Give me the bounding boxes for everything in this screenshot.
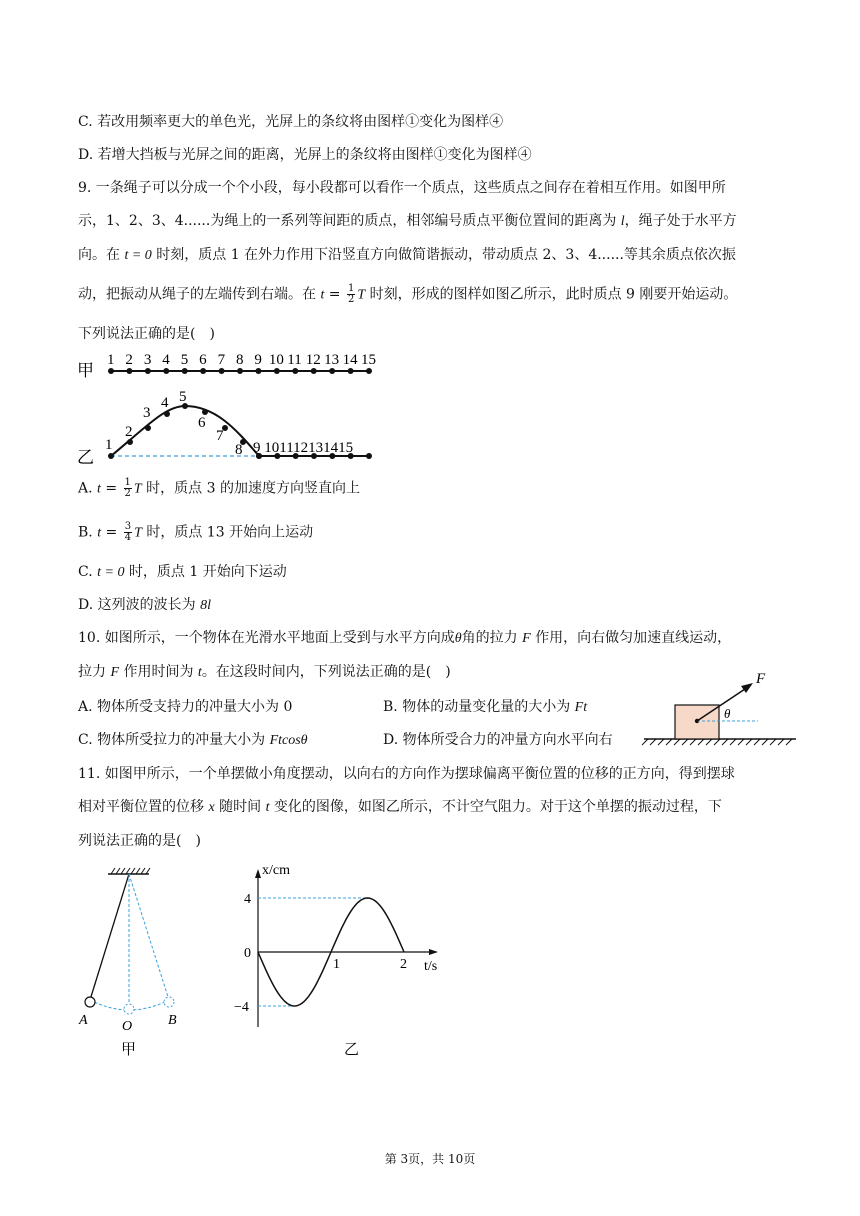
graph-group (234, 863, 438, 1027)
hatch-line (666, 739, 672, 745)
hatch-line (730, 739, 736, 745)
hatch-line (642, 739, 648, 745)
fig-label-jia: 甲 (77, 361, 94, 380)
q10-option-c: C. 物体所受拉力的冲量大小为 Ftcosθ (78, 732, 308, 748)
page-footer: 第 3页，共 10页 (384, 1152, 476, 1166)
bob-A (85, 997, 95, 1007)
hatch-line (131, 868, 135, 874)
hatch-line (746, 739, 752, 745)
rope-point-label: 13 (324, 352, 340, 368)
hatch-line (126, 868, 130, 874)
rope-point-label: 3 (143, 352, 152, 368)
rope-point-bottom (164, 411, 170, 417)
rope-point-label: 7 (217, 352, 226, 368)
angle-label: θ (724, 706, 731, 721)
hatch-line (786, 739, 792, 745)
q10-stem-line2: 拉力 F 作用时间为 t。在这段时间内，下列说法正确的是( ) (78, 664, 451, 680)
bottom-label-7: 7 (216, 428, 224, 444)
hatch-line (146, 868, 150, 874)
q10-option-a: A. 物体所受支持力的冲量大小为 0 (78, 699, 293, 715)
y-tick-label: 0 (244, 946, 251, 961)
fig-label-yi: 乙 (344, 1042, 360, 1058)
q9-stem-line2: 示，1、2、3、4......为绳上的一系列等间距的质点，相邻编号质点平衡位置间的距离为 l，绳子处于水平方 (78, 213, 737, 229)
fig-label-yi: 乙 (77, 448, 94, 467)
q9-option-c: C. t = 0 时，质点 1 开始向下运动 (78, 564, 287, 580)
hatch-line (690, 739, 696, 745)
label-O: O (122, 1019, 133, 1034)
q8-option-d: D. 若增大挡板与光屏之间的距离，光屏上的条纹将由图样①变化为图样④ (78, 147, 532, 163)
hatch-line (698, 739, 704, 745)
ground-hatching (642, 739, 792, 745)
hatch-line (121, 868, 125, 874)
rope-point-label: 12 (305, 352, 321, 368)
bob-O (124, 1004, 134, 1014)
hatch-line (136, 868, 140, 874)
rope-figure (75, 348, 385, 468)
rope-point-label: 15 (361, 352, 376, 368)
hatch-line (714, 739, 720, 745)
hatch-line (754, 739, 760, 745)
hatch-line (674, 739, 680, 745)
y-tick-label: 4 (244, 892, 251, 907)
q11-stem-line2: 相对平衡位置的位移 x 随时间 t 变化的图像，如图乙所示，不计空气阻力。对于这个单摆的振动过程，下 (78, 799, 722, 815)
x-axis-arrow (429, 949, 438, 955)
q9-option-a: A. t = $\frac{1}{2}$ T 时，质点 3 的加速度方向竖直向上 (78, 477, 360, 499)
label-A: A (79, 1013, 88, 1028)
rope-point-label: 5 (180, 352, 189, 368)
bob-B (164, 997, 174, 1007)
bottom-label-4: 4 (161, 395, 169, 411)
y-axis-arrow (255, 869, 261, 878)
hatch-line (770, 739, 776, 745)
hatch-line (682, 739, 688, 745)
y-tick-label: −4 (234, 1000, 249, 1015)
fraction: $\frac{1}{2}$ (347, 283, 355, 305)
rope-point-bottom (366, 453, 372, 459)
bottom-label-3: 3 (143, 405, 151, 421)
force-label: F (756, 671, 766, 687)
q9-option-b: B. t = $\frac{3}{4}$ T 时，质点 13 开始向上运动 (78, 521, 314, 543)
ceiling-hatching (111, 868, 150, 874)
bottom-label-right: 9 101112131415 (253, 440, 354, 456)
q9-stem-line1: 9. 一条绳子可以分成一个个小段，每小段都可以看作一个质点，这些质点之间存在着相互作用。如图甲所 (78, 180, 726, 196)
rope-point-label: 10 (268, 352, 284, 368)
hatch-line (116, 868, 120, 874)
hatch-line (738, 739, 744, 745)
label-B: B (168, 1013, 177, 1028)
pendulum-string-right (129, 874, 169, 1000)
bottom-label-1: 1 (105, 437, 113, 453)
xt-graph (228, 862, 458, 1062)
q9-option-d: D. 这列波的波长为 8l (78, 597, 211, 613)
block-force-figure (640, 665, 800, 750)
hatch-line (111, 868, 115, 874)
rope-point-label: 11 (287, 352, 302, 368)
y-axis-label: x/cm (262, 863, 290, 878)
rope-point-label: 1 (107, 352, 115, 368)
x-tick-label: 1 (333, 957, 340, 972)
hatch-line (778, 739, 784, 745)
bottom-label-8: 8 (235, 442, 243, 458)
x-axis-label: t/s (424, 959, 438, 974)
bottom-label-6: 6 (198, 415, 206, 431)
hatch-line (706, 739, 712, 745)
q10-stem-line1: 10. 如图所示，一个物体在光滑水平地面上受到与水平方向成θ角的拉力 F 作用，向右做匀加速直线运动， (78, 630, 732, 646)
bottom-label-5: 5 (179, 389, 187, 405)
hatch-line (658, 739, 664, 745)
rope-point-label: 8 (236, 352, 244, 368)
q9-stem-line3: 向。在 t = 0 时刻，质点 1 在外力作用下沿竖直方向做简谐振动，带动质点 2、3、4......等其余质点依次振 (78, 247, 736, 263)
x-tick-label: 2 (400, 957, 407, 972)
hatch-line (722, 739, 728, 745)
rope-point-label: 6 (199, 352, 207, 368)
hatch-line (650, 739, 656, 745)
rope-point-label: 14 (342, 352, 358, 368)
rope-point-label: 4 (162, 352, 170, 368)
hatch-line (762, 739, 768, 745)
force-arrow (697, 687, 748, 721)
rope-point-label: 2 (125, 352, 133, 368)
q9-stem-line4: 动，把振动从绳子的左端传到右端。在 t = $\frac{1}{2}$ T 时刻，形成的图样如图乙所示，此时质点 9 刚要开始运动。 (78, 283, 738, 305)
q10-option-b: B. 物体的动量变化量的大小为 Ft (383, 699, 588, 715)
hatch-line (141, 868, 145, 874)
rope-point-bottom (108, 453, 114, 459)
q11-stem-line1: 11. 如图甲所示，一个单摆做小角度摆动，以向右的方向作为摆球偏离平衡位置的位移的正方向，得到摆球 (78, 766, 735, 782)
fig-label-jia: 甲 (121, 1042, 137, 1058)
pendulum-string-left (90, 874, 129, 1000)
q10-option-d: D. 物体所受合力的冲量方向水平向右 (383, 732, 613, 748)
bottom-label-2: 2 (125, 424, 133, 440)
force-arrowhead (741, 683, 753, 693)
q8-option-c: C. 若改用频率更大的单色光，光屏上的条纹将由图样①变化为图样④ (78, 114, 504, 130)
rope-point-bottom (145, 425, 151, 431)
pendulum-figure (75, 862, 195, 1062)
rope-point-label: 9 (254, 352, 262, 368)
q11-stem-line3: 列说法正确的是( ) (78, 833, 201, 849)
q9-stem-line5: 下列说法正确的是( ) (78, 326, 215, 342)
